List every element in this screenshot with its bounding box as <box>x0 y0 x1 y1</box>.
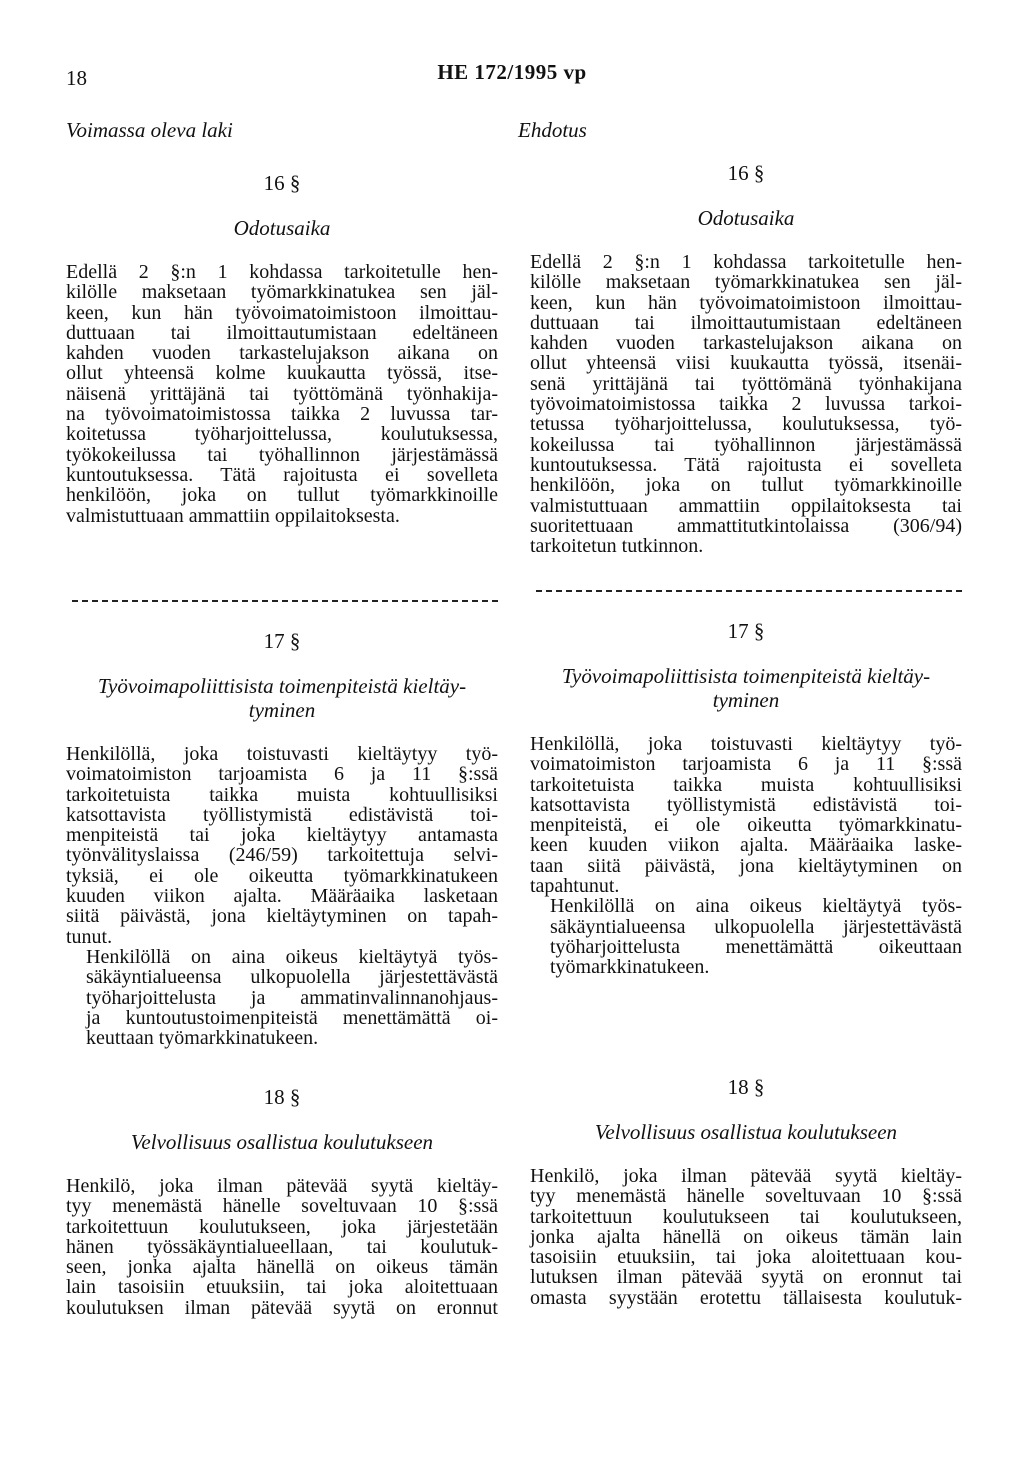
text-line: voimatoimiston tarjoamista 6 ja 11 §:ssä <box>66 763 498 786</box>
text-line: henkilöön, joka on tullut työmarkkinoille <box>66 484 498 507</box>
text-line: työmarkkinatukeen. <box>550 956 710 979</box>
text-line: työnvälityslaissa (246/59) tarkoitettuja selvi- <box>66 844 498 867</box>
text-line: keen kuuden viikon ajalta. Määräaika laske- <box>530 834 962 857</box>
text-line: tasoisiin etuuksiin, tai joka aloitettuaan kou- <box>530 1246 962 1269</box>
text-line: seen, jonka ajalta hänellä on oikeus tämän <box>66 1256 498 1279</box>
text-line: taan siitä päivästä, jona kieltäytyminen on <box>530 854 962 877</box>
text-line: työharjoittelusta menettämättä oikeuttaan <box>550 935 962 958</box>
text-line: työharjoittelusta ja ammatinvalinnanohjaus- <box>86 986 498 1009</box>
section-title: Odotusaika <box>233 216 331 240</box>
text-line: koitetussa työharjoittelussa, koulutuksessa, <box>66 423 498 446</box>
text-line: kuntoutuksessa. Tätä rajoitusta ei sovelleta <box>530 453 962 476</box>
text-line: kuuden viikon ajalta. Määräaika lasketaan <box>66 885 498 908</box>
text-line: henkilöön, joka on tullut työmarkkinoille <box>530 474 962 497</box>
text-line: hänen työssäkäyntialueellaan, tai koulutuk- <box>66 1235 498 1258</box>
text-line: tunut. <box>66 925 113 948</box>
section-17-current <box>66 628 498 1048</box>
text-line: tyy menemästä hänelle soveltuvaan 10 §:ssä <box>66 1195 498 1218</box>
text-line: valmistuttuaan ammattiin oppilaitoksesta. <box>66 504 400 527</box>
section-paragraph <box>66 1176 498 1318</box>
text-line: kilölle maksetaan työmarkkinatukea sen jäl- <box>530 271 962 294</box>
text-line: menpiteistä, ei ole oikeutta työmarkkinatu- <box>530 814 962 837</box>
section-17-proposal <box>530 618 962 978</box>
text-line: kuntoutuksessa. Tätä rajoitusta ei sovelleta <box>66 463 498 486</box>
section-title: Velvollisuus osallistua koulutukseen <box>594 1120 898 1144</box>
section-number: 16 § <box>263 171 301 195</box>
text-line: katsottavista työllistymistä edistävistä toi- <box>66 803 498 826</box>
text-line: tarkoitetuista taikka muista kohtuullisiksi <box>66 783 498 806</box>
title-line: tyminen <box>248 698 316 722</box>
section-title <box>66 674 498 722</box>
text-line: koulutuksen ilman pätevää syytä on eronnut <box>66 1296 498 1319</box>
section-18-proposal <box>530 1074 962 1308</box>
title-line: Työvoimapoliittisista toimenpiteistä kieltäy- <box>561 664 931 688</box>
text-line: Henkilöllä, joka toistuvasti kieltäytyy työ- <box>66 743 498 765</box>
text-line: Henkilöllä on aina oikeus kieltäytyä työs- <box>550 895 962 918</box>
text-line: kilölle maksetaan työmarkkinatukea sen jäl- <box>66 281 498 304</box>
section-paragraph <box>530 1166 962 1308</box>
text-line: tarkoitetun tutkinnon. <box>530 535 704 558</box>
section-number: 18 § <box>727 1075 765 1099</box>
section-title: Odotusaika <box>697 206 795 230</box>
section-title: Velvollisuus osallistua koulutukseen <box>130 1130 434 1154</box>
text-line: kokeilussa tai työhallinnon järjestämässä <box>530 433 962 456</box>
text-line: tarkoitettuun koulutukseen tai koulutukseen, <box>530 1205 962 1228</box>
text-line: työkokeilussa tai työhallinnon järjestämässä <box>66 443 498 466</box>
section-number: 16 § <box>727 161 765 185</box>
text-line: Henkilöllä on aina oikeus kieltäytyä työs- <box>86 945 498 968</box>
document-id: HE 172/1995 vp <box>437 60 587 84</box>
section-16-proposal <box>530 160 962 556</box>
text-line: na työvoimatoimistossa taikka 2 luvussa tar- <box>66 403 498 426</box>
title-line: tyminen <box>712 688 780 712</box>
text-line: ja kuntoutustoimenpiteistä menettämättä oi- <box>86 1006 498 1029</box>
text-line: siitä päivästä, jona kieltäytyminen on tapah- <box>66 905 498 928</box>
text-line: Edellä 2 §:n 1 kohdassa tarkoitetulle hen- <box>530 251 962 273</box>
section-number: 18 § <box>263 1085 301 1109</box>
text-line: lain tasoisiin etuuksiin, tai joka aloitettuaan <box>66 1276 498 1299</box>
section-number: 17 § <box>263 629 301 653</box>
text-line: katsottavista työllistymistä edistävistä toi- <box>530 793 962 816</box>
right-column-heading: Ehdotus <box>518 118 587 142</box>
left-column-heading: Voimassa oleva laki <box>66 118 233 142</box>
text-line: senä yrittäjänä tai työttömänä työnhakijana <box>530 372 962 395</box>
text-line: keen, kun hän työvoimatoimistoon ilmoittau- <box>66 301 498 324</box>
section-number: 17 § <box>727 619 765 643</box>
text-line: tapahtunut. <box>530 875 620 898</box>
text-line: tarkoitettuun koulutukseen, joka järjestetään <box>66 1215 498 1238</box>
section-paragraph <box>530 896 962 977</box>
section-paragraph <box>530 734 962 896</box>
text-line: Henkilöllä, joka toistuvasti kieltäytyy työ- <box>530 733 962 755</box>
text-line: voimatoimiston tarjoamista 6 ja 11 §:ssä <box>530 753 962 776</box>
text-line: menpiteistä tai joka kieltäytyy antamasta <box>66 824 498 847</box>
section-paragraph <box>66 947 498 1048</box>
page-number: 18 <box>66 66 87 90</box>
section-paragraph <box>530 252 962 556</box>
text-line: tarkoitetuista taikka muista kohtuullisiksi <box>530 773 962 796</box>
text-line: duttuaan tai ilmoittautumistaan edeltäneen <box>530 311 962 334</box>
text-line: keuttaan työmarkkinatukeen. <box>86 1027 319 1050</box>
text-line: valmistuttuaan ammattiin oppilaitoksesta tai <box>530 494 962 517</box>
section-18-current <box>66 1084 498 1318</box>
omission-dash-rule <box>72 600 498 602</box>
section-paragraph <box>66 744 498 947</box>
omission-dash-rule <box>536 590 962 592</box>
section-16-current <box>66 170 498 526</box>
title-line: Työvoimapoliittisista toimenpiteistä kieltäy- <box>97 674 467 698</box>
text-line: jonka ajalta hänellä on oikeus tämän lain <box>530 1225 962 1248</box>
text-line: säkäyntialueensa ulkopuolella järjestettävästä <box>86 966 498 989</box>
text-line: kahden vuoden tarkastelujakson aikana on <box>530 332 962 355</box>
text-line: tetussa työharjoittelussa, koulutuksessa, työ- <box>530 413 962 436</box>
text-line: kahden vuoden tarkastelujakson aikana on <box>66 342 498 365</box>
text-line: työvoimatoimistossa taikka 2 luvussa tarkoi- <box>530 393 962 416</box>
text-line: duttuaan tai ilmoittautumistaan edeltäneen <box>66 321 498 344</box>
text-line: lutuksen ilman pätevää syytä on eronnut tai <box>530 1266 962 1289</box>
text-line: tyksiä, ei ole oikeutta työmarkkinatukeen <box>66 864 498 887</box>
section-paragraph <box>66 262 498 526</box>
text-line: suoritettuaan ammattitutkintolaissa (306/94) <box>530 514 962 537</box>
text-line: Henkilö, joka ilman pätevää syytä kieltäy- <box>530 1165 962 1187</box>
text-line: tyy menemästä hänelle soveltuvaan 10 §:ssä <box>530 1185 962 1208</box>
section-title <box>530 664 962 712</box>
text-line: keen, kun hän työvoimatoimistoon ilmoittau- <box>530 291 962 314</box>
text-line: näisenä yrittäjänä tai työttömänä työnhakija- <box>66 382 498 405</box>
text-line: ollut yhteensä kolme kuukautta työssä, itse- <box>66 362 498 385</box>
text-line: säkäyntialueensa ulkopuolella järjestettävästä <box>550 915 962 938</box>
text-line: Edellä 2 §:n 1 kohdassa tarkoitetulle hen- <box>66 261 498 283</box>
text-line: omasta syystään erotettu tällaisesta koulutuk- <box>530 1286 962 1309</box>
text-line: Henkilö, joka ilman pätevää syytä kieltäy- <box>66 1175 498 1197</box>
text-line: ollut yhteensä viisi kuukautta työssä, itsenäi- <box>530 352 962 375</box>
